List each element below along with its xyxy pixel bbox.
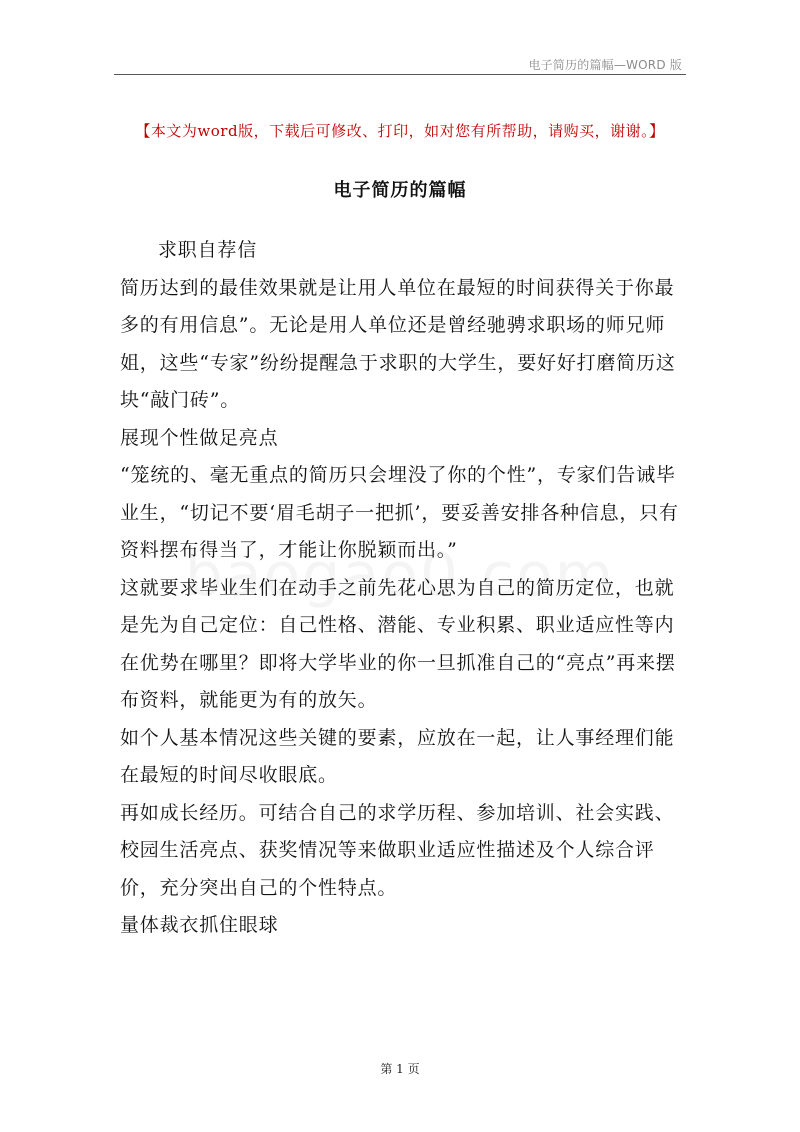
- section-heading-tailor: 量体裁衣抓住眼球: [120, 914, 279, 936]
- body-paragraph: 这就要求毕业生们在动手之前先花心思为自己的简历定位，也就是先为自己定位：自己性格、潜能、专业积累、职业适应性等内在优势在哪里？即将大学毕业的你一旦抓准自己的“亮点”再来摆布资料，就能更为有的放矢。: [120, 576, 676, 711]
- header-divider: [114, 74, 686, 75]
- page-number: 第 1 页: [380, 1062, 420, 1076]
- body-paragraph: “笼统的、毫无重点的简历只会埋没了你的个性”，专家们告诫毕业生，“切记不要‘眉毛胡子一把抓’，要妥善安排各种信息，只有资料摆布得当了，才能让你脱颖而出。”: [120, 464, 679, 561]
- document-title: 电子简历的篇幅: [333, 180, 467, 201]
- body-paragraph: 简历达到的最佳效果就是让用人单位在最短的时间获得关于你最多的有用信息”。无论是用人单位还是曾经驰骋求职场的师兄师姐，这些“专家”纷纷提醒急于求职的大学生，要好好打磨简历这块“敲门砖”。: [120, 276, 676, 411]
- body-paragraph: 再如成长经历。可结合自己的求学历程、参加培训、社会实践、校园生活亮点、获奖情况等来做职业适应性描述及个人综合评价，充分突出自己的个性特点。: [120, 801, 675, 899]
- section-heading-personality: 展现个性做足亮点: [120, 426, 279, 449]
- running-header: 电子简历的篇幅—WORD 版: [528, 58, 682, 72]
- document-body: [120, 232, 688, 945]
- section-heading-cover-letter: 求职自荐信: [158, 239, 258, 261]
- body-paragraph: 如个人基本情况这些关键的要素，应放在一起，让人事经理们能在最短的时间尽收眼底。: [120, 726, 675, 786]
- download-notice: 【本文为word版，下载后可修改、打印，如对您有所帮助，请购买，谢谢。】: [135, 122, 665, 140]
